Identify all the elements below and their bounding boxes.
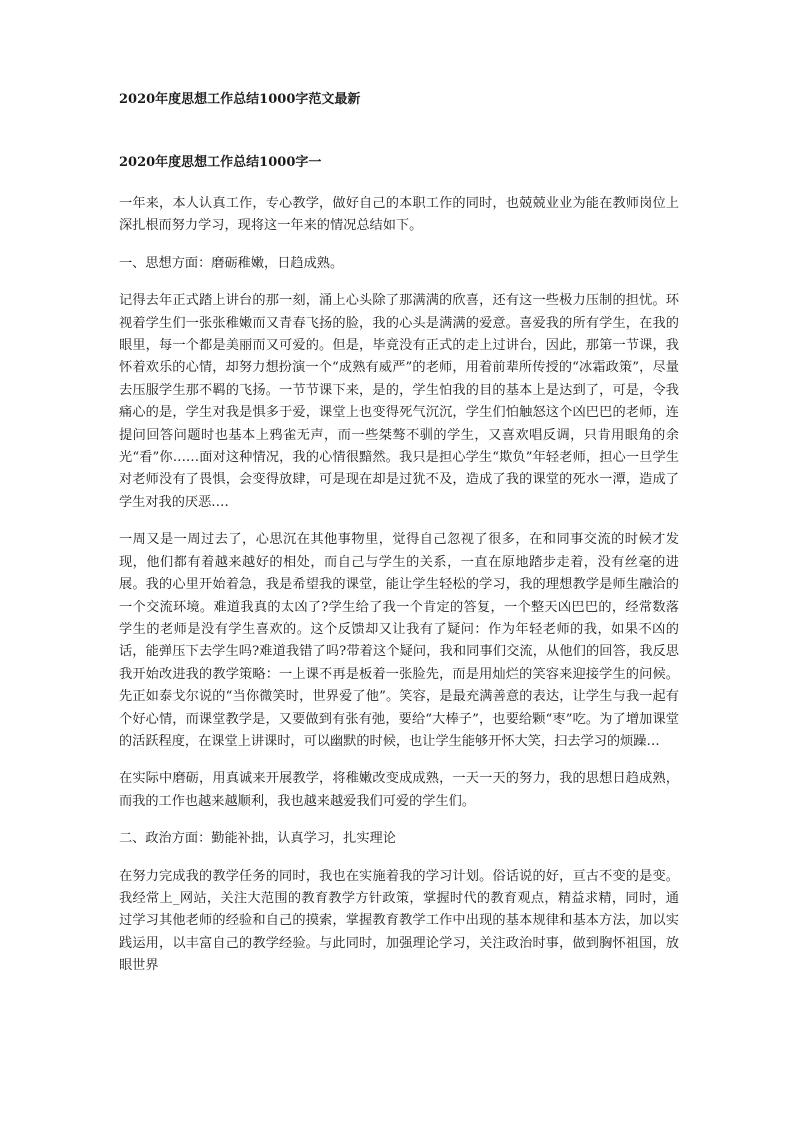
thought-paragraph-3: 在实际中磨砺，用真诚来开展教学，将稚嫩改变成成熟，一天一天的努力，我的思想日趋成熟，而我的工作也越来越顺利，我也越来越爱我们可爱的学生们。 [119, 771, 679, 809]
section-heading-politics: 二、政治方面：勤能补拙，认真学习，扎实理论 [119, 831, 396, 847]
section-heading-thought: 一、思想方面：磨砺稚嫩，日趋成熟。 [119, 255, 344, 271]
document-title: 2020年度思想工作总结1000字范文最新 [119, 92, 361, 107]
thought-paragraph-2: 一周又是一周过去了，心思沉在其他事物里，觉得自己忽视了很多，在和同事交流的时候才发现，他们都有着越来越好的相处，而自己与学生的关系，一直在原地踏步走着，没有丝毫的进展。我的心里开始着急，我是希望我的课堂，能让学生轻松的学习，我的理想教学是师生融洽的一个交流环境。难道我真的太凶了?学生给了我一个肯定的答复，一个整天凶巴巴的，经常数落学生的老师是没有学生喜欢的。这个反馈却又让我有了疑问：作为年轻老师的我，如果不凶的话，能弹压下去学生吗?难道我错了吗?带着这个疑问，我和同事们交流，从他们的回答，我反思我开始改进我的教学策略：一上课不再是板着一张脸先，而是用灿烂的笑容来迎接学生的问候。先正如泰戈尔说的“当你微笑时，世界爱了他”。笑容，是最充满善意的表达，让学生与我一起有个好心情，而课堂教学是，又要做到有张有弛，要给“大棒子”，也要给颗“枣”吃。为了增加课堂的活跃程度，在课堂上讲课时，可以幽默的时候，也让学生能够开怀大笑，扫去学习的烦躁… [119, 532, 679, 749]
politics-paragraph-1: 在努力完成我的教学任务的同时，我也在实施着我的学习计划。俗话说的好，亘古不变的是变。我经常上_网站，关注大范围的教育教学方针政策，掌握时代的教育观点，精益求精，同时，通过学习其他老师的经验和自己的摸索，掌握教育教学工作中出现的基本规律和基本方法，加以实践运用，以丰富自己的教学经验。与此同时，加强理论学习，关注政治时事，做到胸怀祖国，放眼世界 [119, 868, 679, 974]
document-page [119, 90, 679, 978]
document-subtitle: 2020年度思想工作总结1000字一 [119, 155, 322, 170]
intro-paragraph: 一年来，本人认真工作，专心教学，做好自己的本职工作的同时，也兢兢业业为能在教师岗位上深扎根而努力学习，现将这一年来的情况总结如下。 [119, 196, 679, 234]
thought-paragraph-1: 记得去年正式踏上讲台的那一刻，涌上心头除了那满满的欣喜，还有这一些极力压制的担忧。环视着学生们一张张稚嫩而又青春飞扬的脸，我的心头是满满的爱意。喜爱我的所有学生，在我的眼里，每一个都是美丽而又可爱的。但是，毕竟没有正式的走上过讲台，因此，那第一节课，我怀着欢乐的心情，却努力想扮演一个“成熟有威严”的老师，用着前辈所传授的“冰霜政策”，尽量去压服学生那不羁的飞扬。一节节课下来，是的，学生怕我的目的基本上是达到了，可是，令我痛心的是，学生对我是惧多于爱，课堂上也变得死气沉沉，学生们怕触怒这个凶巴巴的老师，连提问回答问题时也基本上鸦雀无声，而一些桀骜不驯的学生，又喜欢唱反调，只肯用眼角的余光“看”你……面对这种情况，我的心情很黯然。我只是担心学生“欺负”年轻老师，担心一旦学生对老师没有了畏惧，会变得放肆，可是现在却是过犹不及，造成了我的课堂的死水一潭，造成了学生对我的厌恶…. [119, 293, 679, 510]
